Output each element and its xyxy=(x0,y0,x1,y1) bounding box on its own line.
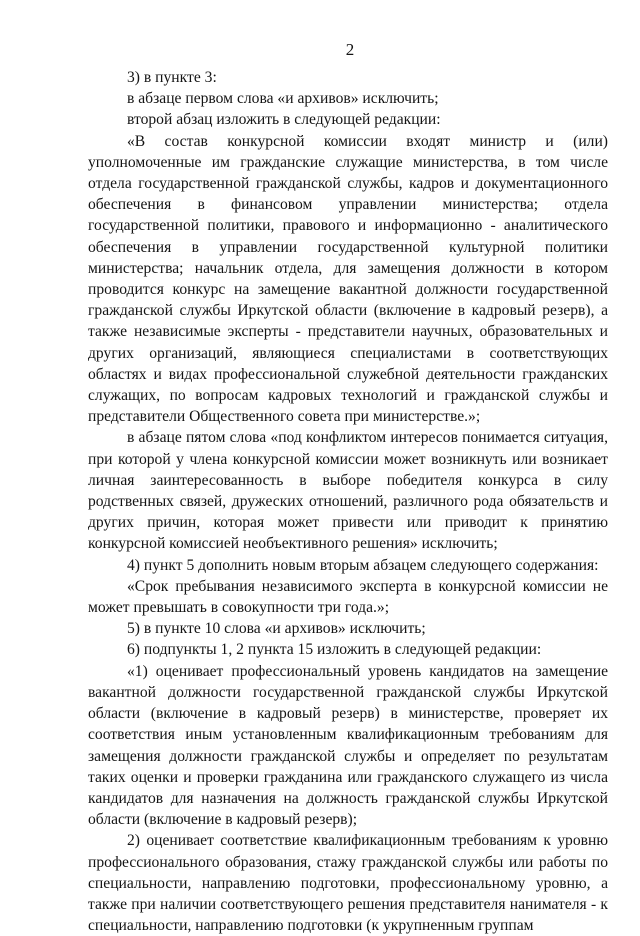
paragraph: второй абзац изложить в следующей редакции: xyxy=(127,111,441,129)
paragraph: 6) подпункты 1, 2 пункта 15 изложить в следующей редакции: xyxy=(127,641,542,659)
paragraph: в абзаце пятом слова «под конфликтом интересов понимается ситуация, при которой у члена конкурсной комиссии может возникнуть или возникает личная заинтересованность в выборе победителя конкурса в силу родственных связей, дружеских отношений, различного рода обязательств и других причин, которая может привести или приводит к принятию конкурсной комиссией необъективного решения» исключить; xyxy=(88,429,608,553)
page-number: 2 xyxy=(345,40,355,59)
paragraph: в абзаце первом слова «и архивов» исключить; xyxy=(127,90,439,108)
paragraph: «1) оценивает профессиональный уровень кандидатов на замещение вакантной должности государственной гражданской службы Иркутской области (включение в кадровый резерв) в министерстве, проверяет их соответствия иным установленным квалификационным требованиям для замещения должности гражданской службы и определяет по результатам таких оценки и проверки гражданина или гражданского служащего из числа кандидатов для назначения на должность гражданской службы Иркутской области (включение в кадровый резерв); xyxy=(88,662,608,829)
paragraph: «Срок пребывания независимого эксперта в конкурсной комиссии не может превышать в совокупности три года.»; xyxy=(88,577,608,617)
paragraph: 4) пункт 5 дополнить новым вторым абзацем следующего содержания: xyxy=(127,556,599,574)
document-body xyxy=(88,67,608,936)
paragraph: 2) оценивает соответствие квалификационным требованиям к уровню профессионального образования, стажу гражданской службы или работы по специальности, направлению подготовки, профессиональному уровню, а также при наличии соответствующего решения представителя нанимателя - к специальности, направлению подготовки (к укрупненным группам xyxy=(88,832,608,935)
paragraph: 5) в пункте 10 слова «и архивов» исключить; xyxy=(127,620,426,638)
paragraph: 3) в пункте 3: xyxy=(127,69,217,86)
paragraph: «В состав конкурсной комиссии входят министр и (или) уполномоченные им гражданские служащие министерства, в том числе отдела государственной гражданской службы, кадров и документационного обеспечения в финансовом управлении министерства; отдела государственной политики, правового и информационно - аналитического обеспечения в управлении государственной культурной политики министерства; начальник отдела, для замещения должности в котором проводится конкурс на замещение вакантной должности государственной гражданской службы Иркутской области (включение в кадровый резерв), а также независимые эксперты - представители научных, образовательных и других организаций, являющиеся специалистами в соответствующих областях и видах профессиональной служебной деятельности гражданских служащих, по вопросам кадровых технологий и гражданской службы и представители Общественного совета при министерстве.»; xyxy=(88,132,608,426)
